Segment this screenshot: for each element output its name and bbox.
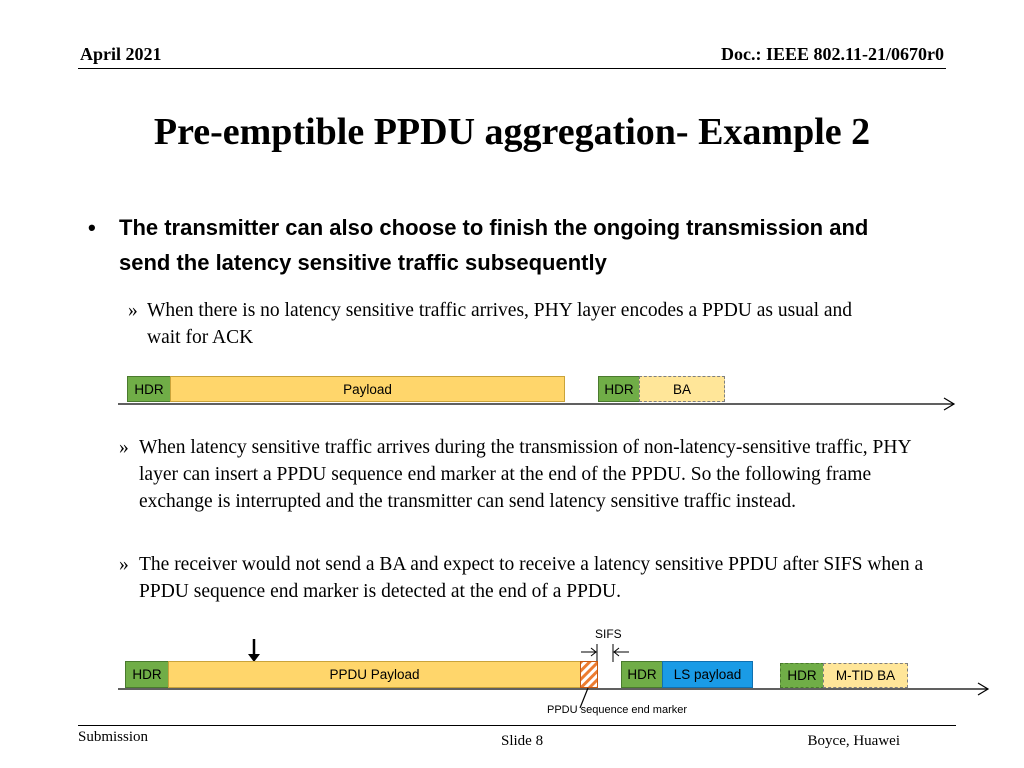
ba-block: BA <box>639 376 725 402</box>
slide-title: Pre-emptible PPDU aggregation- Example 2 <box>153 111 871 153</box>
mtid-hdr-block: HDR <box>780 663 824 688</box>
sub-bullet-marker: » <box>128 300 138 321</box>
payload-block: Payload <box>170 376 565 402</box>
hdr-block: HDR <box>125 661 169 688</box>
header-date: April 2021 <box>80 44 162 64</box>
footer-slide-number: Slide 8 <box>501 733 544 749</box>
sub-bullet-marker: » <box>119 554 129 575</box>
ls-payload-block: LS payload <box>662 661 753 688</box>
footer-rule <box>78 725 956 726</box>
footer-submission: Submission <box>78 729 149 745</box>
timeline-arrow <box>118 681 994 697</box>
main-bullet-text: The transmitter can also choose to finish the ongoing transmission and send the latency sensitive traffic subsequently <box>119 215 869 275</box>
bullet-marker: • <box>88 215 96 240</box>
end-marker-label: PPDU sequence end marker <box>547 704 688 716</box>
sub-bullet-marker: » <box>119 437 129 458</box>
mtid-ba-block: M-TID BA <box>823 663 908 688</box>
timeline-arrow <box>118 396 960 412</box>
header-doc-id: Doc.: IEEE 802.11-21/0670r0 <box>721 44 944 64</box>
ba-hdr-block: HDR <box>598 376 640 402</box>
sub-bullet-1-text: When there is no latency sensitive traffic arrives, PHY layer encodes a PPDU as usual and wait for ACK <box>147 300 853 348</box>
sub-bullet-3-text: The receiver would not send a BA and expect to receive a latency sensitive PPDU after SIFS when a PPDU sequence end marker is detected at the end of a PPDU. <box>139 554 924 602</box>
footer-author: Boyce, Huawei <box>807 733 900 749</box>
ls-hdr-block: HDR <box>621 661 663 688</box>
sifs-label: SIFS <box>595 627 622 641</box>
ppdu-payload-block: PPDU Payload <box>168 661 581 688</box>
header-rule <box>78 68 946 69</box>
hdr-block: HDR <box>127 376 171 402</box>
sub-bullet-2-text: When latency sensitive traffic arrives during the transmission of non-latency-sensitive traffic, PHY layer can insert a PPDU sequence end marker at the end of the PPDU. So the following frame exchange is interrupted and the transmitter can send latency sensitive traffic instead. <box>139 437 911 512</box>
